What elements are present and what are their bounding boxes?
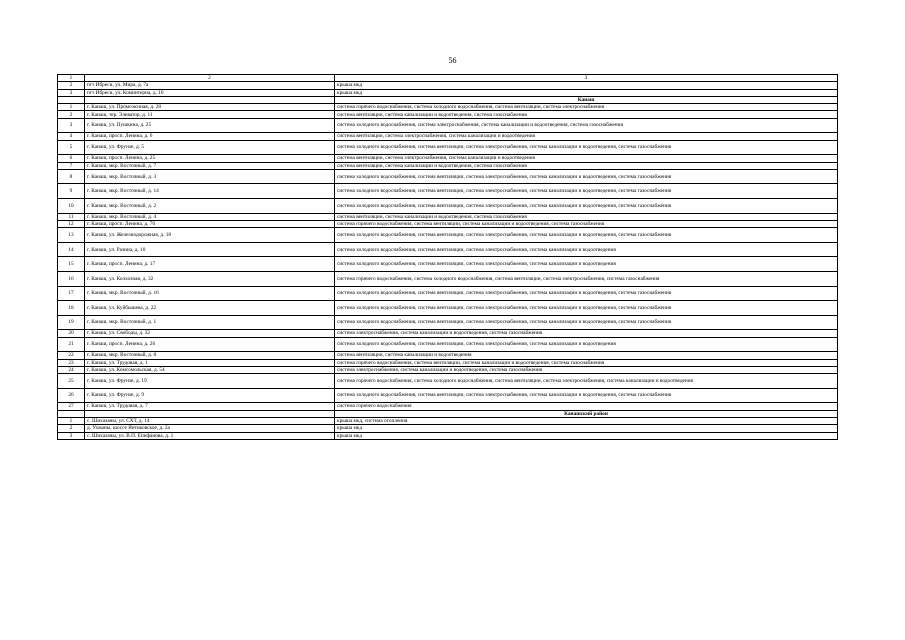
systems-cell: крыша мкд, система отопления (335, 417, 838, 424)
systems-cell: система холодного водоснабжения, система вентиляции, система электроснабжения, система канализации и водоотведения (335, 337, 838, 352)
systems-cell: система вентиляции, система канализации и водоотведения, система газоснабжения (335, 111, 838, 118)
table-row (58, 220, 838, 227)
systems-cell: система холодного водоснабжения, система вентиляции, система электроснабжения, система канализации и водоотведения, система газоснабжения (335, 388, 838, 403)
address-cell: г. Канаш, ул. Фрунзе, д. 5 (85, 140, 335, 155)
table-row (58, 118, 838, 133)
address-cell: г. Канаш, ул. Разина, д. 10 (85, 242, 335, 257)
row-number-cell: 23 (58, 359, 85, 366)
address-cell: г. Канаш, ул. Трудовая, д. 7 (85, 403, 335, 410)
address-cell: г. Канаш, тер. Элеватор, д. 11 (85, 111, 335, 118)
address-cell: с. Шихазаны, ул. В.П. Епифанова, д. 1 (85, 432, 335, 439)
header-col-1: 1 (58, 75, 85, 82)
row-number-cell: 14 (58, 242, 85, 257)
row-number-cell: 11 (58, 213, 85, 220)
systems-cell: система холодного водоснабжения, система вентиляции, система электроснабжения, система канализации и водоотведения, система газоснабжения (335, 286, 838, 301)
systems-cell: крыша мкд (335, 425, 838, 432)
row-number-cell: 22 (58, 352, 85, 359)
systems-cell: система вентиляции, система канализации и водоотведения, система газоснабжения (335, 213, 838, 220)
table-row (58, 374, 838, 389)
systems-table (57, 74, 838, 440)
systems-cell: система горячего водоснабжения, система вентиляции, система канализации и водоотведения, система газоснабжения (335, 359, 838, 366)
row-number-cell: 6 (58, 155, 85, 162)
row-number-cell: 2 (58, 111, 85, 118)
systems-table-body (58, 75, 838, 440)
address-cell: г. Канаш, ул. Фрунзе, д. 9 (85, 388, 335, 403)
row-number-cell: 1 (58, 104, 85, 111)
row-number-cell: 12 (58, 220, 85, 227)
address-cell: г. Канаш, мкр. Восточный, д. 16 (85, 286, 335, 301)
header-col-2: 2 (85, 75, 335, 82)
table-row (58, 417, 838, 424)
row-number-cell: 8 (58, 169, 85, 184)
address-cell: г. Канаш, мкр. Восточный, д. 8 (85, 352, 335, 359)
section-empty-cell (58, 96, 85, 103)
address-cell: г. Канаш, ул. Фрунзе, д. 19 (85, 374, 335, 389)
row-number-cell: 19 (58, 315, 85, 330)
systems-cell: система холодного водоснабжения, система вентиляции, система электроснабжения, система канализации и водоотведения, система газоснабжения (335, 184, 838, 199)
address-cell: г. Канаш, ул. Колхозная, д. 32 (85, 272, 335, 287)
table-row (58, 111, 838, 118)
row-number-cell: 25 (58, 374, 85, 389)
systems-cell: крыша мкд (335, 432, 838, 439)
row-number-cell: 2 (58, 425, 85, 432)
address-cell: с. Шихазаны, ул. СХТ, д. 14 (85, 417, 335, 424)
row-number-cell: 24 (58, 366, 85, 373)
systems-cell: система горячего водоснабжения, система холодного водоснабжения, система вентиляции, система электроснабжения, система канализации и водоотведения (335, 374, 838, 389)
address-cell: г. Канаш, мкр. Восточный, д. 4 (85, 213, 335, 220)
address-cell: г. Канаш, ул. Свободы, д. 32 (85, 330, 335, 337)
systems-cell: система вентиляции, система канализации и водоотведения, система газоснабжения (335, 162, 838, 169)
row-number-cell: 13 (58, 228, 85, 243)
address-cell: пгт Ибреси, ул. Коминтерна, д. 10 (85, 89, 335, 96)
table-row (58, 162, 838, 169)
section-header-row (58, 410, 838, 417)
row-number-cell: 9 (58, 184, 85, 199)
table-row (58, 89, 838, 96)
section-empty-cell (85, 410, 335, 417)
address-cell: г. Канаш, мкр. Восточный, д. 3 (85, 169, 335, 184)
address-cell: д. Ухманы, шоссе Янтиковское, д. 2а (85, 425, 335, 432)
section-title: Канаш (335, 96, 838, 103)
page-number: 56 (448, 56, 457, 65)
address-cell: г. Канаш, мкр. Восточный, д. 14 (85, 184, 335, 199)
systems-cell: система холодного водоснабжения, система электроснабжения, система канализации и водоотведения, система газоснабжения (335, 118, 838, 133)
address-cell: пгт Ибреси, ул. Мира, д. 7а (85, 82, 335, 89)
systems-cell: крыша мкд (335, 82, 838, 89)
row-number-cell: 2 (58, 82, 85, 89)
table-row (58, 140, 838, 155)
table-row (58, 272, 838, 287)
address-cell: г. Канаш, ул. Пушкина, д. 25 (85, 118, 335, 133)
section-empty-cell (58, 410, 85, 417)
row-number-cell: 4 (58, 133, 85, 140)
table-row (58, 286, 838, 301)
systems-cell: система вентиляции, система электроснабжения, система канализации и водоотведения (335, 133, 838, 140)
address-cell: г. Канаш, ул. Комсомольская, д. 54 (85, 366, 335, 373)
table-row (58, 388, 838, 403)
table-row (58, 301, 838, 316)
systems-cell: крыша мкд (335, 89, 838, 96)
section-empty-cell (85, 96, 335, 103)
address-cell: г. Канаш, мкр. Восточный, д. 1 (85, 315, 335, 330)
table-row (58, 330, 838, 337)
row-number-cell: 3 (58, 118, 85, 133)
row-number-cell: 3 (58, 432, 85, 439)
section-title: Канашский район (335, 410, 838, 417)
address-cell: г. Канаш, просп. Ленина, д. 6 (85, 133, 335, 140)
table-row (58, 199, 838, 214)
table-row (58, 337, 838, 352)
table-row (58, 315, 838, 330)
table-row (58, 257, 838, 272)
table-row (58, 403, 838, 410)
address-cell: г. Канаш, ул. Железнодорожная, д. 18 (85, 228, 335, 243)
row-number-cell: 21 (58, 337, 85, 352)
table-row (58, 133, 838, 140)
row-number-cell: 26 (58, 388, 85, 403)
address-cell: г. Канаш, мкр. Восточный, д. 7 (85, 162, 335, 169)
systems-cell: система вентиляции, система канализации и водоотведения (335, 352, 838, 359)
systems-cell: система холодного водоснабжения, система вентиляции, система электроснабжения, система канализации и водоотведения (335, 257, 838, 272)
row-number-cell: 17 (58, 286, 85, 301)
row-number-cell: 10 (58, 199, 85, 214)
address-cell: г. Канаш, ул. Трудовая, д. 1 (85, 359, 335, 366)
systems-cell: система горячего водоснабжения (335, 403, 838, 410)
row-number-cell: 5 (58, 140, 85, 155)
table-row (58, 242, 838, 257)
row-number-cell: 27 (58, 403, 85, 410)
row-number-cell: 1 (58, 417, 85, 424)
section-header-row (58, 96, 838, 103)
address-cell: г. Канаш, ул. Куйбышева, д. 22 (85, 301, 335, 316)
systems-cell: система холодного водоснабжения, система вентиляции, система электроснабжения, система канализации и водоотведения, система газоснабжения (335, 301, 838, 316)
systems-cell: система горячего водоснабжения, система холодного водоснабжения, система вентиляции, система электроснабжения, система газоснабжения (335, 272, 838, 287)
row-number-cell: 18 (58, 301, 85, 316)
row-number-cell: 3 (58, 89, 85, 96)
systems-cell: система холодного водоснабжения, система вентиляции, система электроснабжения, система канализации и водоотведения, система газоснабжения (335, 315, 838, 330)
table-row (58, 432, 838, 439)
table-row (58, 213, 838, 220)
address-cell: г. Канаш, просп. Ленина, д. 70 (85, 220, 335, 227)
row-number-cell: 16 (58, 272, 85, 287)
address-cell: г. Канаш, просп. Ленина, д. 17 (85, 257, 335, 272)
systems-cell: система холодного водоснабжения, система вентиляции, система электроснабжения, система канализации и водоотведения, система газоснабжения (335, 228, 838, 243)
systems-cell: система холодного водоснабжения, система вентиляции, система электроснабжения, система канализации и водоотведения, система газоснабжения (335, 169, 838, 184)
table-row (58, 359, 838, 366)
systems-cell: система электроснабжения, система канализации и водоотведения, система газоснабжения (335, 366, 838, 373)
systems-cell: система холодного водоснабжения, система вентиляции, система электроснабжения, система канализации и водоотведения, система газоснабжения (335, 199, 838, 214)
systems-cell: система горячего водоснабжения, система холодного водоснабжения, система вентиляции, система электроснабжения (335, 104, 838, 111)
table-row (58, 425, 838, 432)
address-cell: г. Канаш, мкр. Восточный, д. 2 (85, 199, 335, 214)
systems-cell: система вентиляции, система электроснабжения, система канализации и водоотведения (335, 155, 838, 162)
table-row (58, 366, 838, 373)
table-row (58, 169, 838, 184)
address-cell: г. Канаш, ул. Промсоюзная, д. 28 (85, 104, 335, 111)
row-number-cell: 15 (58, 257, 85, 272)
table-row (58, 352, 838, 359)
address-cell: г. Канаш, просп. Ленина, д. 26 (85, 337, 335, 352)
table-row (58, 82, 838, 89)
row-number-cell: 7 (58, 162, 85, 169)
table-row (58, 228, 838, 243)
table-row (58, 155, 838, 162)
systems-cell: система электроснабжения, система канализации и водоотведения, система газоснабжения (335, 330, 838, 337)
table-row (58, 184, 838, 199)
systems-cell: система холодного водоснабжения, система вентиляции, система электроснабжения, система канализации и водоотведения (335, 242, 838, 257)
systems-cell: система холодного водоснабжения, система вентиляции, система электроснабжения, система канализации и водоотведения, система газоснабжения (335, 140, 838, 155)
row-number-cell: 20 (58, 330, 85, 337)
table-row (58, 104, 838, 111)
header-col-3: 3 (335, 75, 838, 82)
table-header-row (58, 75, 838, 82)
systems-cell: система горячего водоснабжения, система вентиляции, система канализации и водоотведения, система газоснабжения (335, 220, 838, 227)
address-cell: г. Канаш, просп. Ленина, д. 25 (85, 155, 335, 162)
